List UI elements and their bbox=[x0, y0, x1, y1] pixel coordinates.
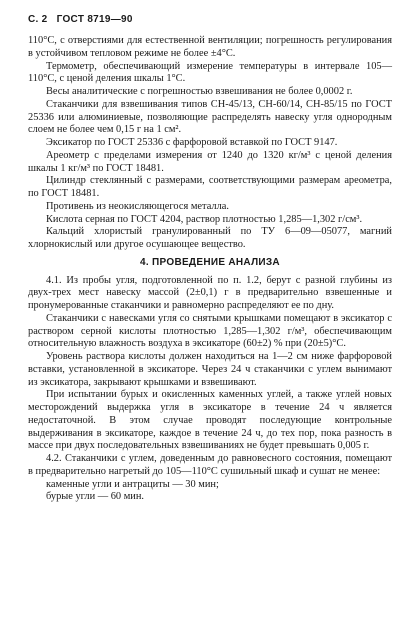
paragraph: Стаканчики для взвешивания типов СН-45/13, СН-60/14, СН-85/15 по ГОСТ 25336 или алюминиевые, позволяющие распределять навеску угля однородным слоем не более чем 0,15 г на 1 см². bbox=[28, 98, 392, 136]
document-body bbox=[28, 35, 392, 504]
page-number: С. 2 bbox=[28, 14, 48, 25]
paragraph: При испытании бурых и окисленных каменных углей, а также углей новых месторождений выдержка угля в эксикаторе в течение 24 ч является недостаточной. В этом случае проводят последующие контрольные выдерживания в эксикаторе, каждое в течение 24 ч, до тех пор, пока разность в массе при двух последовательных взвешиваниях не будет превышать 0,005 г. bbox=[28, 389, 392, 452]
paragraph: 4.2. Стаканчики с углем, доведенным до равновесного состояния, помещают в предварительно нагретый до 105—110°С сушильный шкаф и сушат не менее: bbox=[28, 453, 392, 477]
paragraph: Ареометр с пределами измерения от 1240 до 1320 кг/м³ с ценой деления шкалы 1 кг/м³ по ГОСТ 18481. bbox=[28, 149, 392, 174]
paragraph: Противень из неокисляющегося металла. bbox=[46, 200, 229, 212]
paragraph: Эксикатор по ГОСТ 25336 с фарфоровой вставкой по ГОСТ 9147. bbox=[46, 137, 338, 148]
paragraph: 110°С, с отверстиями для естественной вентиляции; погрешность регулирования в устойчивом тепловом режиме не более ±4°С. bbox=[28, 35, 392, 59]
paragraph: Термометр, обеспечивающий измерение температуры в интервале 105—110°С, с ценой деления шкалы 1°С. bbox=[28, 60, 392, 85]
paragraph: Цилиндр стеклянный с размерами, соответствующими размерам ареометра, по ГОСТ 18481. bbox=[28, 175, 392, 199]
standard-designation: ГОСТ 8719—90 bbox=[56, 14, 133, 25]
list-item: каменные угли и антрациты — 30 мин; bbox=[46, 478, 219, 490]
paragraph: Кальций хлористый гранулированный по ТУ 6—09—05077, магний хлорнокислый или другое осушающее вещество. bbox=[28, 226, 392, 250]
section-title: 4. ПРОВЕДЕНИЕ АНАЛИЗА bbox=[140, 256, 280, 268]
paragraph: Весы аналитические с погрешностью взвешивания не более 0,0002 г. bbox=[46, 86, 353, 97]
paragraph: 4.1. Из пробы угля, подготовленной по п. 1.2, берут с разной глубины из двух-трех мест навеску массой (2±0,1) г в предварительно взвешенные и пронумерованные стаканчики и равномерно распределяют ее по дну. bbox=[28, 274, 392, 311]
paragraph: Стаканчики с навесками угля со снятыми крышками помещают в эксикатор с раствором серной кислоты плотностью 1,285—1,302 г/м³, обеспечивающим относительную влажность воздуха в эксикаторе (60±2) % при (20±5)°С. bbox=[28, 312, 392, 350]
page-header bbox=[28, 14, 392, 25]
document-page bbox=[28, 14, 392, 504]
paragraph: Уровень раствора кислоты должен находиться на 1—2 см ниже фарфоровой вставки, установленной в эксикаторе. Через 24 ч стаканчики с углем вынимают из эксикатора, закрывают крышками и взвешивают. bbox=[28, 351, 392, 388]
list-item: бурые угли — 60 мин. bbox=[46, 491, 145, 503]
paragraph: Кислота серная по ГОСТ 4204, раствор плотностью 1,285—1,302 г/см³. bbox=[46, 213, 363, 225]
